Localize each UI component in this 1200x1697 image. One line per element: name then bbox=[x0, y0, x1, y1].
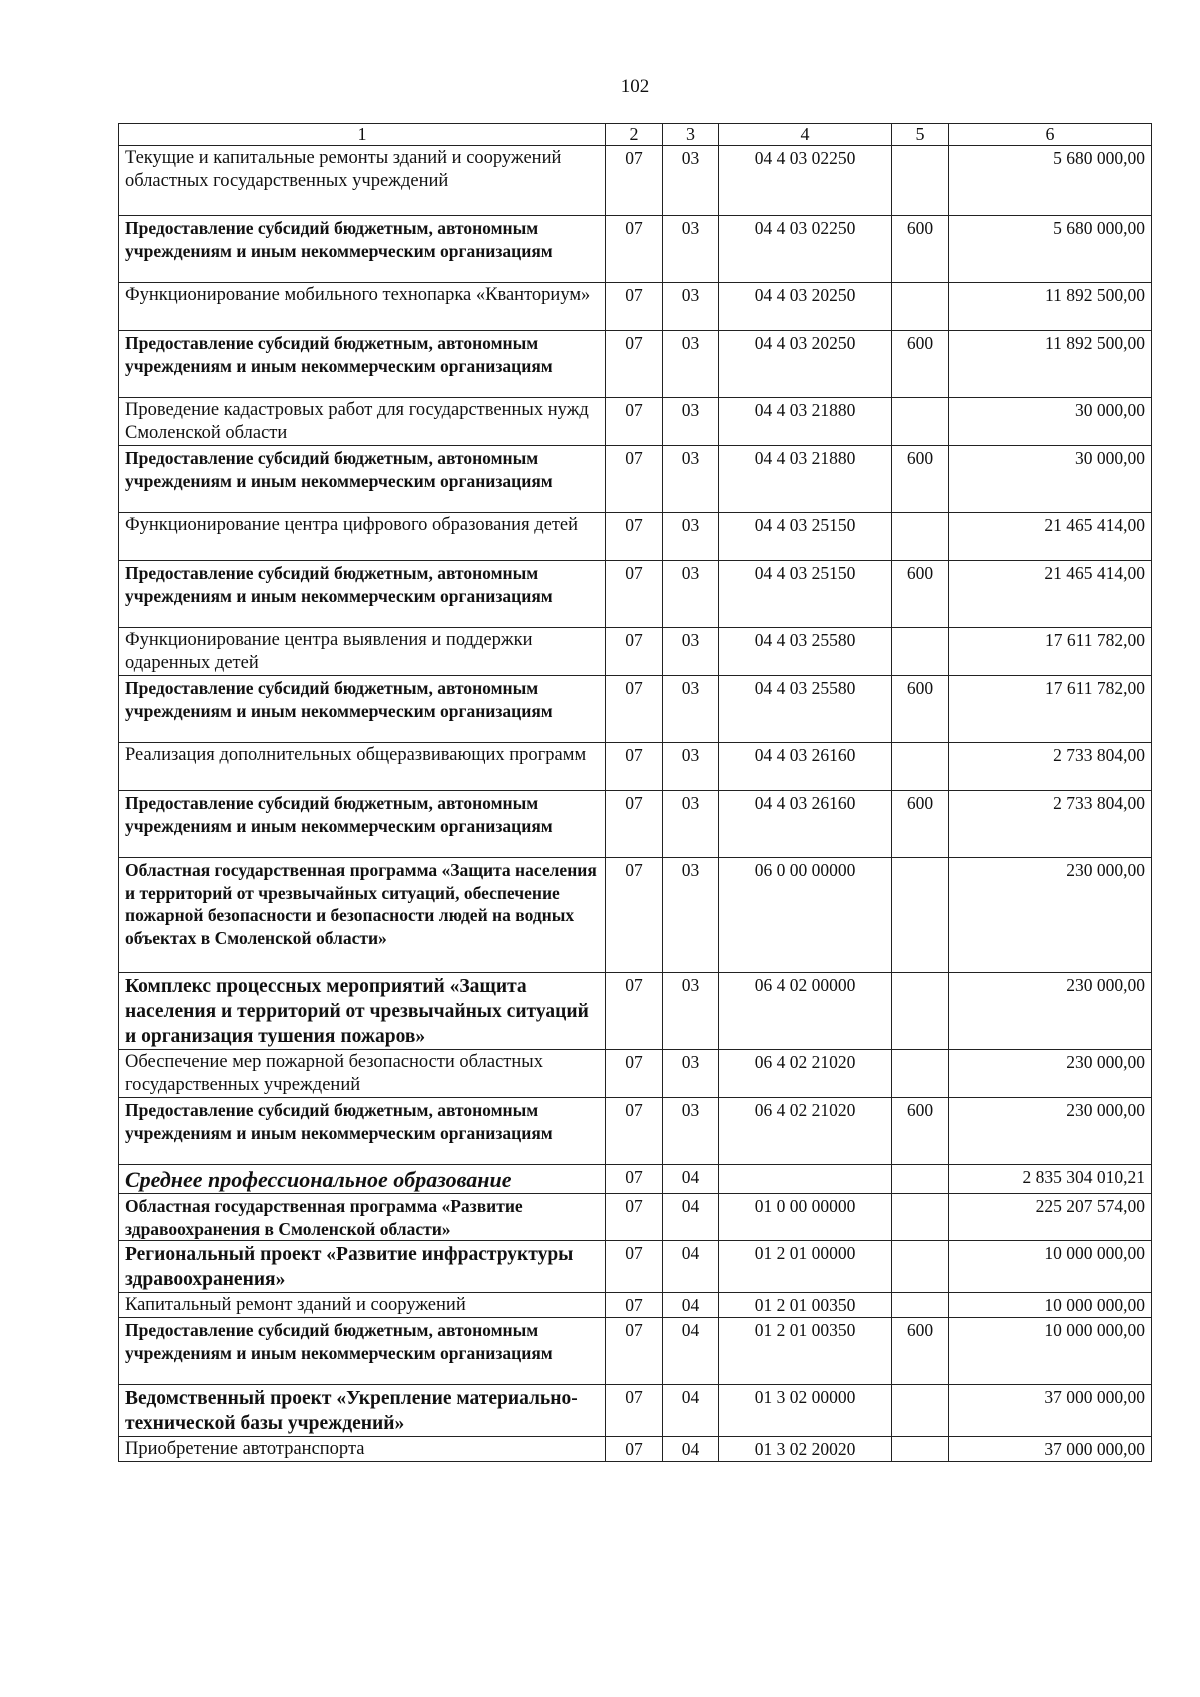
row-expense-type bbox=[892, 1165, 949, 1194]
row-subsection-code: 03 bbox=[663, 146, 719, 216]
column-header: 3 bbox=[663, 124, 719, 146]
row-name: Проведение кадастровых работ для государственных нужд Смоленской области bbox=[119, 398, 606, 446]
row-name: Предоставление субсидий бюджетным, автономным учреждениям и иным некоммерческим организациям bbox=[119, 561, 606, 628]
row-section-code: 07 bbox=[606, 398, 663, 446]
row-expense-type bbox=[892, 146, 949, 216]
row-amount: 37 000 000,00 bbox=[949, 1437, 1152, 1462]
row-amount: 21 465 414,00 bbox=[949, 561, 1152, 628]
table-row bbox=[119, 1241, 1152, 1293]
row-subsection-code: 03 bbox=[663, 1098, 719, 1165]
row-amount: 21 465 414,00 bbox=[949, 513, 1152, 561]
row-section-code: 07 bbox=[606, 1165, 663, 1194]
row-expense-type bbox=[892, 1050, 949, 1098]
table-row bbox=[119, 1318, 1152, 1385]
row-amount: 37 000 000,00 bbox=[949, 1385, 1152, 1437]
row-expense-type: 600 bbox=[892, 791, 949, 858]
row-target-article: 04 4 03 21880 bbox=[719, 398, 892, 446]
row-amount: 2 835 304 010,21 bbox=[949, 1165, 1152, 1194]
row-amount: 30 000,00 bbox=[949, 398, 1152, 446]
row-expense-type bbox=[892, 398, 949, 446]
row-expense-type bbox=[892, 628, 949, 676]
row-subsection-code: 03 bbox=[663, 446, 719, 513]
row-name: Региональный проект «Развитие инфраструктуры здравоохранения» bbox=[119, 1241, 606, 1293]
row-subsection-code: 04 bbox=[663, 1437, 719, 1462]
row-expense-type: 600 bbox=[892, 331, 949, 398]
row-amount: 30 000,00 bbox=[949, 446, 1152, 513]
row-amount: 17 611 782,00 bbox=[949, 676, 1152, 743]
row-subsection-code: 03 bbox=[663, 283, 719, 331]
row-target-article: 01 0 00 00000 bbox=[719, 1194, 892, 1241]
row-amount: 2 733 804,00 bbox=[949, 743, 1152, 791]
row-name: Приобретение автотранспорта bbox=[119, 1437, 606, 1462]
row-name: Капитальный ремонт зданий и сооружений bbox=[119, 1293, 606, 1318]
row-amount: 230 000,00 bbox=[949, 858, 1152, 973]
row-section-code: 07 bbox=[606, 1437, 663, 1462]
row-amount: 5 680 000,00 bbox=[949, 216, 1152, 283]
table-row bbox=[119, 791, 1152, 858]
row-section-code: 07 bbox=[606, 1385, 663, 1437]
row-amount: 10 000 000,00 bbox=[949, 1241, 1152, 1293]
row-section-code: 07 bbox=[606, 146, 663, 216]
column-header: 1 bbox=[119, 124, 606, 146]
row-amount: 10 000 000,00 bbox=[949, 1293, 1152, 1318]
row-target-article: 04 4 03 02250 bbox=[719, 146, 892, 216]
row-target-article: 04 4 03 25150 bbox=[719, 513, 892, 561]
row-subsection-code: 03 bbox=[663, 561, 719, 628]
row-expense-type: 600 bbox=[892, 676, 949, 743]
row-expense-type: 600 bbox=[892, 446, 949, 513]
page-number: 102 bbox=[620, 76, 650, 97]
row-amount: 11 892 500,00 bbox=[949, 331, 1152, 398]
row-amount: 230 000,00 bbox=[949, 973, 1152, 1050]
row-target-article: 01 3 02 20020 bbox=[719, 1437, 892, 1462]
table-row bbox=[119, 331, 1152, 398]
row-target-article: 04 4 03 25150 bbox=[719, 561, 892, 628]
table-row bbox=[119, 446, 1152, 513]
row-subsection-code: 03 bbox=[663, 743, 719, 791]
row-section-code: 07 bbox=[606, 1050, 663, 1098]
row-target-article: 06 4 02 00000 bbox=[719, 973, 892, 1050]
table-row bbox=[119, 973, 1152, 1050]
row-subsection-code: 03 bbox=[663, 791, 719, 858]
row-section-code: 07 bbox=[606, 283, 663, 331]
row-target-article: 01 2 01 00000 bbox=[719, 1241, 892, 1293]
row-section-code: 07 bbox=[606, 1241, 663, 1293]
row-subsection-code: 03 bbox=[663, 858, 719, 973]
row-name: Функционирование центра выявления и поддержки одаренных детей bbox=[119, 628, 606, 676]
row-section-code: 07 bbox=[606, 513, 663, 561]
row-section-code: 07 bbox=[606, 1194, 663, 1241]
row-expense-type bbox=[892, 1385, 949, 1437]
row-name: Предоставление субсидий бюджетным, автономным учреждениям и иным некоммерческим организациям bbox=[119, 1318, 606, 1385]
row-subsection-code: 03 bbox=[663, 1050, 719, 1098]
row-section-code: 07 bbox=[606, 676, 663, 743]
table-row bbox=[119, 513, 1152, 561]
table-row bbox=[119, 628, 1152, 676]
row-amount: 230 000,00 bbox=[949, 1050, 1152, 1098]
row-section-code: 07 bbox=[606, 446, 663, 513]
table-row bbox=[119, 1293, 1152, 1318]
column-header: 2 bbox=[606, 124, 663, 146]
row-expense-type bbox=[892, 283, 949, 331]
row-section-code: 07 bbox=[606, 561, 663, 628]
row-name: Предоставление субсидий бюджетным, автономным учреждениям и иным некоммерческим организациям bbox=[119, 331, 606, 398]
row-target-article: 01 2 01 00350 bbox=[719, 1318, 892, 1385]
row-target-article: 04 4 03 26160 bbox=[719, 743, 892, 791]
table-row bbox=[119, 1165, 1152, 1194]
row-name: Областная государственная программа «Развитие здравоохранения в Смоленской области» bbox=[119, 1194, 606, 1241]
row-subsection-code: 03 bbox=[663, 331, 719, 398]
table-row bbox=[119, 858, 1152, 973]
row-section-code: 07 bbox=[606, 216, 663, 283]
row-name: Предоставление субсидий бюджетным, автономным учреждениям и иным некоммерческим организациям bbox=[119, 1098, 606, 1165]
row-subsection-code: 04 bbox=[663, 1385, 719, 1437]
table-row bbox=[119, 1437, 1152, 1462]
table-row bbox=[119, 1194, 1152, 1241]
row-section-code: 07 bbox=[606, 628, 663, 676]
row-name: Предоставление субсидий бюджетным, автономным учреждениям и иным некоммерческим организациям bbox=[119, 446, 606, 513]
row-name: Функционирование центра цифрового образования детей bbox=[119, 513, 606, 561]
table-row bbox=[119, 676, 1152, 743]
row-amount: 17 611 782,00 bbox=[949, 628, 1152, 676]
table-body bbox=[119, 146, 1152, 1462]
row-expense-type bbox=[892, 1293, 949, 1318]
row-target-article: 04 4 03 25580 bbox=[719, 676, 892, 743]
row-section-code: 07 bbox=[606, 1318, 663, 1385]
row-section-code: 07 bbox=[606, 791, 663, 858]
row-name: Функционирование мобильного технопарка «Кванториум» bbox=[119, 283, 606, 331]
row-name: Ведомственный проект «Укрепление материально-технической базы учреждений» bbox=[119, 1385, 606, 1437]
row-subsection-code: 03 bbox=[663, 676, 719, 743]
row-target-article: 04 4 03 21880 bbox=[719, 446, 892, 513]
table-row bbox=[119, 216, 1152, 283]
row-target-article: 04 4 03 02250 bbox=[719, 216, 892, 283]
row-target-article: 01 2 01 00350 bbox=[719, 1293, 892, 1318]
table-row bbox=[119, 398, 1152, 446]
table-row bbox=[119, 146, 1152, 216]
row-subsection-code: 03 bbox=[663, 513, 719, 561]
table-header-row bbox=[119, 124, 1152, 146]
row-target-article: 06 4 02 21020 bbox=[719, 1050, 892, 1098]
row-subsection-code: 03 bbox=[663, 216, 719, 283]
row-expense-type: 600 bbox=[892, 561, 949, 628]
column-header: 4 bbox=[719, 124, 892, 146]
row-target-article: 04 4 03 20250 bbox=[719, 283, 892, 331]
row-section-code: 07 bbox=[606, 1293, 663, 1318]
row-name: Реализация дополнительных общеразвивающих программ bbox=[119, 743, 606, 791]
row-expense-type bbox=[892, 1194, 949, 1241]
row-name: Среднее профессиональное образование bbox=[119, 1165, 606, 1194]
row-expense-type: 600 bbox=[892, 1098, 949, 1165]
table-row bbox=[119, 1098, 1152, 1165]
row-target-article: 04 4 03 20250 bbox=[719, 331, 892, 398]
row-target-article: 06 4 02 21020 bbox=[719, 1098, 892, 1165]
row-subsection-code: 04 bbox=[663, 1318, 719, 1385]
row-name: Предоставление субсидий бюджетным, автономным учреждениям и иным некоммерческим организациям bbox=[119, 791, 606, 858]
row-expense-type bbox=[892, 1241, 949, 1293]
budget-table bbox=[118, 123, 1152, 1462]
table-row bbox=[119, 283, 1152, 331]
row-subsection-code: 04 bbox=[663, 1165, 719, 1194]
row-name: Текущие и капитальные ремонты зданий и сооружений областных государственных учреждений bbox=[119, 146, 606, 216]
row-amount: 230 000,00 bbox=[949, 1098, 1152, 1165]
row-subsection-code: 04 bbox=[663, 1293, 719, 1318]
row-name: Предоставление субсидий бюджетным, автономным учреждениям и иным некоммерческим организациям bbox=[119, 676, 606, 743]
row-subsection-code: 03 bbox=[663, 398, 719, 446]
row-section-code: 07 bbox=[606, 973, 663, 1050]
row-expense-type bbox=[892, 858, 949, 973]
row-name: Обеспечение мер пожарной безопасности областных государственных учреждений bbox=[119, 1050, 606, 1098]
column-header: 5 bbox=[892, 124, 949, 146]
row-expense-type bbox=[892, 1437, 949, 1462]
row-section-code: 07 bbox=[606, 858, 663, 973]
row-subsection-code: 03 bbox=[663, 973, 719, 1050]
row-amount: 10 000 000,00 bbox=[949, 1318, 1152, 1385]
table-row bbox=[119, 1050, 1152, 1098]
row-expense-type bbox=[892, 743, 949, 791]
row-expense-type: 600 bbox=[892, 216, 949, 283]
row-target-article: 04 4 03 25580 bbox=[719, 628, 892, 676]
row-name: Областная государственная программа «Защита населения и территорий от чрезвычайных ситуаций, обеспечение пожарной безопасности и безопасности людей на водных объектах в Смоленской области» bbox=[119, 858, 606, 973]
table-row bbox=[119, 1385, 1152, 1437]
row-subsection-code: 04 bbox=[663, 1241, 719, 1293]
row-target-article: 01 3 02 00000 bbox=[719, 1385, 892, 1437]
table-row bbox=[119, 743, 1152, 791]
row-name: Комплекс процессных мероприятий «Защита населения и территорий от чрезвычайных ситуаций и организация тушения пожаров» bbox=[119, 973, 606, 1050]
row-expense-type: 600 bbox=[892, 1318, 949, 1385]
row-subsection-code: 04 bbox=[663, 1194, 719, 1241]
row-expense-type bbox=[892, 973, 949, 1050]
row-amount: 2 733 804,00 bbox=[949, 791, 1152, 858]
row-target-article bbox=[719, 1165, 892, 1194]
row-expense-type bbox=[892, 513, 949, 561]
row-amount: 11 892 500,00 bbox=[949, 283, 1152, 331]
table-row bbox=[119, 561, 1152, 628]
row-subsection-code: 03 bbox=[663, 628, 719, 676]
row-target-article: 04 4 03 26160 bbox=[719, 791, 892, 858]
row-amount: 5 680 000,00 bbox=[949, 146, 1152, 216]
row-section-code: 07 bbox=[606, 1098, 663, 1165]
row-name: Предоставление субсидий бюджетным, автономным учреждениям и иным некоммерческим организациям bbox=[119, 216, 606, 283]
row-amount: 225 207 574,00 bbox=[949, 1194, 1152, 1241]
row-section-code: 07 bbox=[606, 331, 663, 398]
row-section-code: 07 bbox=[606, 743, 663, 791]
row-target-article: 06 0 00 00000 bbox=[719, 858, 892, 973]
column-header: 6 bbox=[949, 124, 1152, 146]
